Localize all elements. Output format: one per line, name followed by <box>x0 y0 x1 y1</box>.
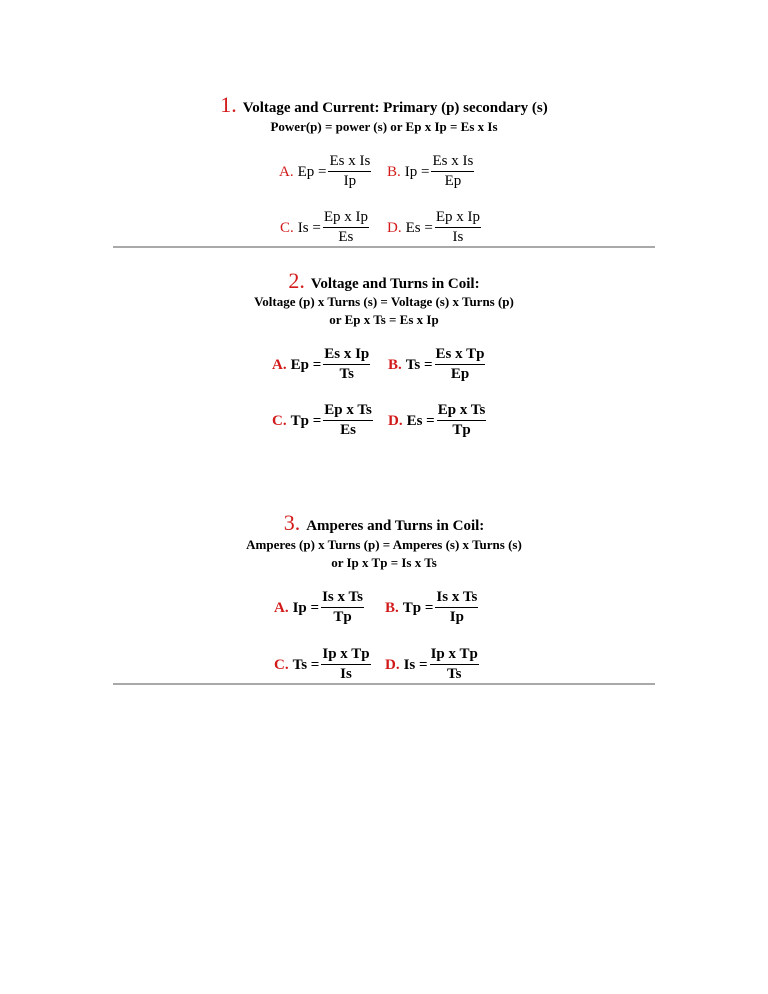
formula-letter: D. <box>388 412 403 429</box>
formula-2b <box>388 343 485 387</box>
formula-3a <box>274 586 364 630</box>
formula-letter: A. <box>272 356 287 373</box>
formula-2a <box>272 343 370 387</box>
numerator: Ip x Tp <box>430 646 479 665</box>
formula-letter: D. <box>387 219 402 236</box>
formula-lhs: Tp = <box>290 412 322 429</box>
formula-3b <box>385 586 478 630</box>
formula-1c <box>280 206 369 250</box>
section-title: Voltage and Turns in Coil: <box>310 276 480 292</box>
numerator: Es x Is <box>431 153 474 172</box>
formula-letter: D. <box>385 656 400 673</box>
section-number: 3. <box>283 510 301 535</box>
numerator: Es x Is <box>328 153 371 172</box>
formula-letter: C. <box>274 656 289 673</box>
denominator: Ts <box>446 666 462 682</box>
formula-letter: C. <box>272 412 287 429</box>
section-number: 2. <box>288 268 305 293</box>
fraction <box>321 589 364 627</box>
section-3-rule-line-2: or Ip x Tp = Is x Ts <box>331 555 437 570</box>
fraction <box>323 209 369 247</box>
formula-lhs: Es = <box>405 219 433 236</box>
formula-3d <box>385 643 479 687</box>
section-1-rule-line-1: Power(p) = power (s) or Ep x Ip = Es x Is <box>270 119 498 134</box>
formula-lhs: Ts = <box>292 656 320 673</box>
denominator: Is <box>340 666 352 682</box>
denominator: Ep <box>450 366 470 382</box>
formula-letter: B. <box>388 356 402 373</box>
formula-letter: C. <box>280 219 294 236</box>
denominator: Ip <box>449 609 464 625</box>
section-2-rule-line-1: Voltage (p) x Turns (s) = Voltage (s) x Turns (p) <box>254 294 514 309</box>
formula-letter: A. <box>279 163 294 180</box>
formula-letter: B. <box>387 163 401 180</box>
fraction <box>435 209 481 247</box>
fraction <box>435 589 478 627</box>
denominator: Ts <box>339 366 354 382</box>
section-2-rule-line-2: or Ep x Ts = Es x Ip <box>329 312 439 327</box>
formula-lhs: Ip = <box>404 163 430 180</box>
section-3-heading <box>0 510 768 536</box>
section-1-heading <box>0 92 768 118</box>
fraction <box>430 646 479 684</box>
denominator: Tp <box>333 609 352 625</box>
fraction <box>323 402 373 440</box>
formula-lhs: Es = <box>406 412 435 429</box>
numerator: Ep x Ts <box>323 402 373 421</box>
formula-2c <box>272 399 373 443</box>
fraction <box>328 153 371 191</box>
formula-lhs: Is = <box>403 656 428 673</box>
section-number: 1. <box>220 92 237 117</box>
formula-lhs: Ts = <box>405 356 433 373</box>
denominator: Es <box>338 229 354 245</box>
fraction <box>437 402 487 440</box>
denominator: Tp <box>452 422 471 438</box>
numerator: Es x Ip <box>323 346 370 365</box>
formula-2d <box>388 399 486 443</box>
formula-3c <box>274 643 371 687</box>
numerator: Ep x Ts <box>437 402 487 421</box>
formula-lhs: Ep = <box>290 356 322 373</box>
numerator: Is x Ts <box>435 589 478 608</box>
numerator: Ep x Ip <box>435 209 481 228</box>
formula-1a <box>279 150 371 194</box>
numerator: Ep x Ip <box>323 209 369 228</box>
denominator: Ip <box>343 173 357 189</box>
denominator: Is <box>452 229 464 245</box>
formula-1b <box>387 150 474 194</box>
numerator: Es x Tp <box>435 346 486 365</box>
fraction <box>321 646 370 684</box>
fraction <box>435 346 486 384</box>
formula-lhs: Ip = <box>292 599 320 616</box>
section-title: Voltage and Current: Primary (p) secondary (s) <box>242 100 548 116</box>
fraction <box>323 346 370 384</box>
section-divider <box>113 246 655 248</box>
formula-lhs: Tp = <box>402 599 434 616</box>
formula-lhs: Ep = <box>297 163 327 180</box>
numerator: Ip x Tp <box>321 646 370 665</box>
fraction <box>431 153 474 191</box>
section-2-heading <box>0 268 768 294</box>
numerator: Is x Ts <box>321 589 364 608</box>
formula-lhs: Is = <box>297 219 321 236</box>
section-divider <box>113 683 655 685</box>
section-3-rule-line-1: Amperes (p) x Turns (p) = Amperes (s) x Turns (s) <box>246 537 522 552</box>
formula-letter: B. <box>385 599 399 616</box>
denominator: Es <box>340 422 356 438</box>
section-title: Amperes and Turns in Coil: <box>306 518 485 534</box>
formula-letter: A. <box>274 599 289 616</box>
formula-1d <box>387 206 481 250</box>
denominator: Ep <box>444 173 462 189</box>
